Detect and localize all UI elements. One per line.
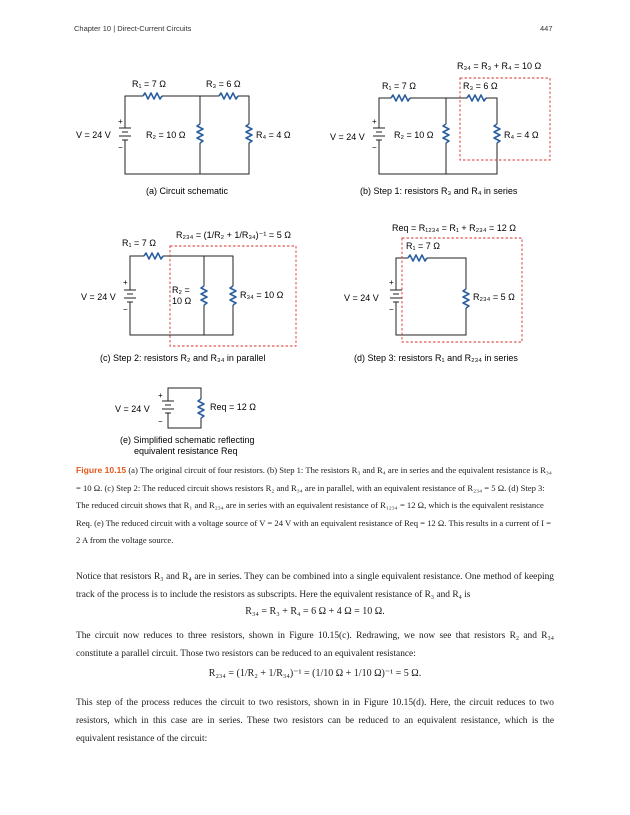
a-r4-label: R₄ = 4 Ω: [256, 130, 291, 140]
circuit-e: [162, 388, 204, 428]
circuit-a: [119, 93, 252, 174]
e-req-label: Req = 12 Ω: [210, 402, 257, 412]
b-plus: +: [372, 117, 377, 126]
b-r1-label: R₁ = 7 Ω: [382, 81, 417, 91]
b-top-label: R₃₄ = R₃ + R₄ = 10 Ω: [457, 61, 542, 71]
c-minus: −: [123, 305, 128, 314]
b-r4-label: R₄ = 4 Ω: [504, 130, 539, 140]
e-minus: −: [158, 417, 163, 426]
caption-e-line2: equivalent resistance Req: [134, 446, 238, 456]
caption-b: (b) Step 1: resistors R₃ and R₄ in series: [360, 186, 518, 196]
d-r1-label: R₁ = 7 Ω: [406, 241, 441, 251]
paragraph-3: This step of the process reduces the circuit to two resistors, shown in in Figure 10.15(d). Here, the circuit reduces to two resistors, which in this case are in series. These two resistors can be reduced to an equivalent resistance, which is the equivalent resistance of the circuit:: [76, 698, 554, 744]
a-plus: +: [118, 117, 123, 126]
c-r1-label: R₁ = 7 Ω: [122, 238, 157, 248]
c-plus: +: [123, 278, 128, 287]
caption-step3: (d) Step 3: The reduced circuit shows that R₁ and R₂₃₄ are in series with an equivalent resistance of R₁₂₃₄ = 12 Ω, which is the equivalent resistance Req.: [76, 482, 545, 528]
d-r234-label: R₂₃₄ = 5 Ω: [473, 292, 515, 302]
c-r2-label-top: R₂ =: [172, 285, 190, 295]
a-r1-label: R₁ = 7 Ω: [132, 79, 167, 89]
caption-step1: (a) The original circuit of four resistors. (b) Step 1: The resistors R₃ and R₄ are in series and the equivalent resistance is R₃₄ = 10 Ω.: [76, 465, 552, 493]
equation-1: R₃₄ = R₃ + R₄ = 6 Ω + 4 Ω = 10 Ω.: [245, 606, 385, 617]
e-v-label: V = 24 V: [115, 404, 150, 414]
caption-e-line1: (e) Simplified schematic reflecting: [120, 435, 255, 445]
d-dashed-box: [402, 238, 522, 342]
paragraph-2: The circuit now reduces to three resistors, shown in Figure 10.15(c). Redrawing, we now see that resistors R₂ and R₃₄ constitute a parallel circuit. Those two resistors can be reduced to an equivalent resistance:: [76, 631, 554, 659]
a-r3-label: R₃ = 6 Ω: [206, 79, 241, 89]
e-plus: +: [158, 391, 163, 400]
b-minus: −: [372, 143, 377, 152]
caption-a: (a) Circuit schematic: [146, 186, 229, 196]
a-minus: −: [118, 143, 123, 152]
a-v-label: V = 24 V: [76, 130, 111, 140]
figure-label: Figure 10.15: [76, 465, 127, 475]
chapter-header: Chapter 10 | Direct-Current Circuits: [74, 24, 192, 33]
page-number: 447: [540, 24, 553, 33]
caption-step4: (e) The reduced circuit with a voltage source of V = 24 V with an equivalent resistance of Req = 12 Ω. This results in a current of I = 2 A from the voltage source.: [76, 517, 552, 545]
d-v-label: V = 24 V: [344, 293, 379, 303]
circuit-figures: [0, 50, 630, 462]
caption-c: (c) Step 2: resistors R₂ and R₃₄ in parallel: [100, 353, 266, 363]
a-r2-label: R₂ = 10 Ω: [146, 130, 186, 140]
b-r2-label: R₂ = 10 Ω: [394, 130, 434, 140]
d-minus: −: [389, 305, 394, 314]
b-r3-label: R₃ = 6 Ω: [463, 81, 498, 91]
equation-2: R₂₃₄ = (1/R₂ + 1/R₃₄)⁻¹ = (1/10 Ω + 1/10 Ω)⁻¹ = 5 Ω.: [208, 668, 422, 679]
d-plus: +: [389, 278, 394, 287]
caption-step2: (c) Step 2: The reduced circuit shows resistors R₂ and R₃₄ are in parallel, with an equivalent resistance of R₂₃₄ = 5 Ω.: [104, 482, 507, 493]
b-v-label: V = 24 V: [330, 132, 365, 142]
caption-d: (d) Step 3: resistors R₁ and R₂₃₄ in series: [354, 353, 518, 363]
d-top-label: Req = R₁₂₃₄ = R₁ + R₂₃₄ = 12 Ω: [392, 223, 517, 233]
c-r34-label: R₃₄ = 10 Ω: [240, 290, 284, 300]
circuit-b: [373, 95, 500, 174]
c-v-label: V = 24 V: [81, 292, 116, 302]
c-r2-label-bottom: 10 Ω: [172, 296, 192, 306]
figure-caption: [76, 462, 554, 550]
c-top-label: R₂₃₄ = (1/R₂ + 1/R₃₄)⁻¹ = 5 Ω: [176, 230, 291, 240]
paragraph-1: Notice that resistors R₃ and R₄ are in series. They can be combined into a single equivalent resistance. One method of keeping track of the process is to include the resistors as subscripts. Here the equivalent resistance of R₃ and R₄ is: [76, 572, 554, 600]
